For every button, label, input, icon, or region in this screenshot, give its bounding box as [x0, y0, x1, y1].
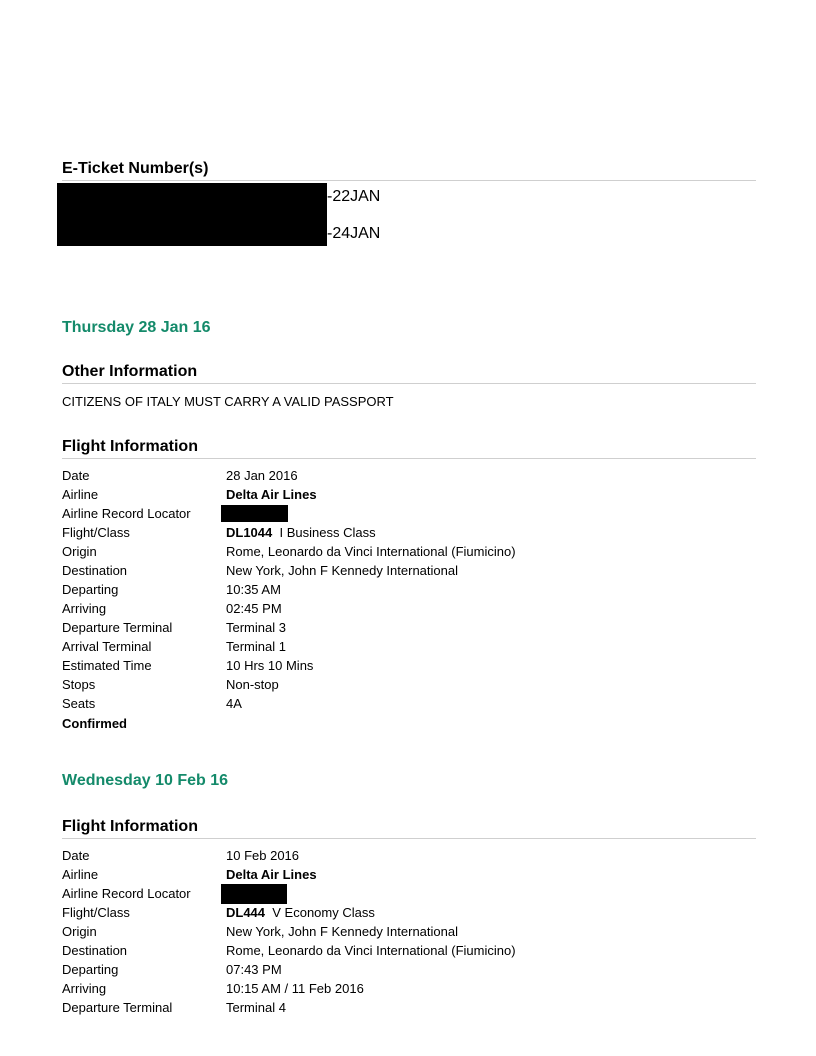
passport-note: CITIZENS OF ITALY MUST CARRY A VALID PASSPORT	[62, 394, 394, 409]
booking-status: Confirmed	[62, 716, 127, 731]
row-label: Arrival Terminal	[62, 639, 152, 654]
row-label: Seats	[62, 696, 96, 711]
divider	[62, 458, 756, 459]
row-label: Airline Record Locator	[62, 886, 191, 901]
row-label: Departure Terminal	[62, 620, 173, 635]
ticket-number-1: -22JAN	[327, 188, 381, 205]
row-label: Origin	[62, 924, 97, 939]
row-label: Flight/Class	[62, 525, 130, 540]
row-label: Flight/Class	[62, 905, 130, 920]
row-value: Rome, Leonardo da Vinci International (Fiumicino)	[226, 544, 516, 559]
divider	[62, 180, 756, 181]
row-value: 07:43 PM	[226, 962, 282, 977]
other-information-heading: Other Information	[62, 363, 198, 380]
row-label: Airline	[62, 487, 99, 502]
row-value: 10 Feb 2016	[226, 848, 300, 863]
row-label: Departing	[62, 962, 119, 977]
row-label: Date	[62, 848, 90, 863]
row-value: 4A	[226, 696, 242, 711]
row-label: Estimated Time	[62, 658, 152, 673]
row-value: New York, John F Kennedy International	[226, 924, 458, 939]
row-label: Date	[62, 468, 90, 483]
row-value: 10 Hrs 10 Mins	[226, 658, 314, 673]
day-heading-2: Wednesday 10 Feb 16	[62, 772, 228, 789]
row-value: Terminal 3	[226, 620, 286, 635]
row-label: Airline Record Locator	[62, 506, 191, 521]
redacted-ticket-numbers	[57, 183, 327, 246]
row-value: 28 Jan 2016	[226, 468, 298, 483]
divider	[62, 838, 756, 839]
redacted-record-locator	[221, 884, 287, 904]
row-value: New York, John F Kennedy International	[226, 563, 458, 578]
row-value: Rome, Leonardo da Vinci International (Fiumicino)	[226, 943, 516, 958]
row-label: Origin	[62, 544, 97, 559]
flight-number: DL1044	[226, 525, 273, 540]
airline-name: Delta Air Lines	[226, 867, 317, 882]
row-label: Departing	[62, 582, 119, 597]
eticket-heading: E-Ticket Number(s)	[62, 160, 209, 177]
row-label: Arriving	[62, 601, 107, 616]
flight-number: DL444	[226, 905, 266, 920]
flight-class: I Business Class	[279, 525, 376, 540]
row-label: Departure Terminal	[62, 1000, 173, 1015]
row-label: Arriving	[62, 981, 107, 996]
row-value: Terminal 1	[226, 639, 286, 654]
row-label: Stops	[62, 677, 96, 692]
flight-information-heading-1: Flight Information	[62, 438, 198, 455]
flight-class: V Economy Class	[272, 905, 375, 920]
ticket-number-2: -24JAN	[327, 225, 381, 242]
row-value	[226, 903, 375, 922]
row-value: 10:35 AM	[226, 582, 281, 597]
row-label: Destination	[62, 563, 128, 578]
row-label: Destination	[62, 943, 128, 958]
row-value	[226, 523, 376, 542]
row-value: 10:15 AM / 11 Feb 2016	[226, 981, 364, 996]
airline-name: Delta Air Lines	[226, 487, 317, 502]
day-heading-1: Thursday 28 Jan 16	[62, 319, 211, 336]
flight-information-heading-2: Flight Information	[62, 818, 198, 835]
row-value: Non-stop	[226, 677, 279, 692]
row-label: Airline	[62, 867, 99, 882]
row-value: 02:45 PM	[226, 601, 282, 616]
redacted-record-locator	[221, 505, 288, 522]
divider	[62, 383, 756, 384]
row-value: Terminal 4	[226, 1000, 286, 1015]
